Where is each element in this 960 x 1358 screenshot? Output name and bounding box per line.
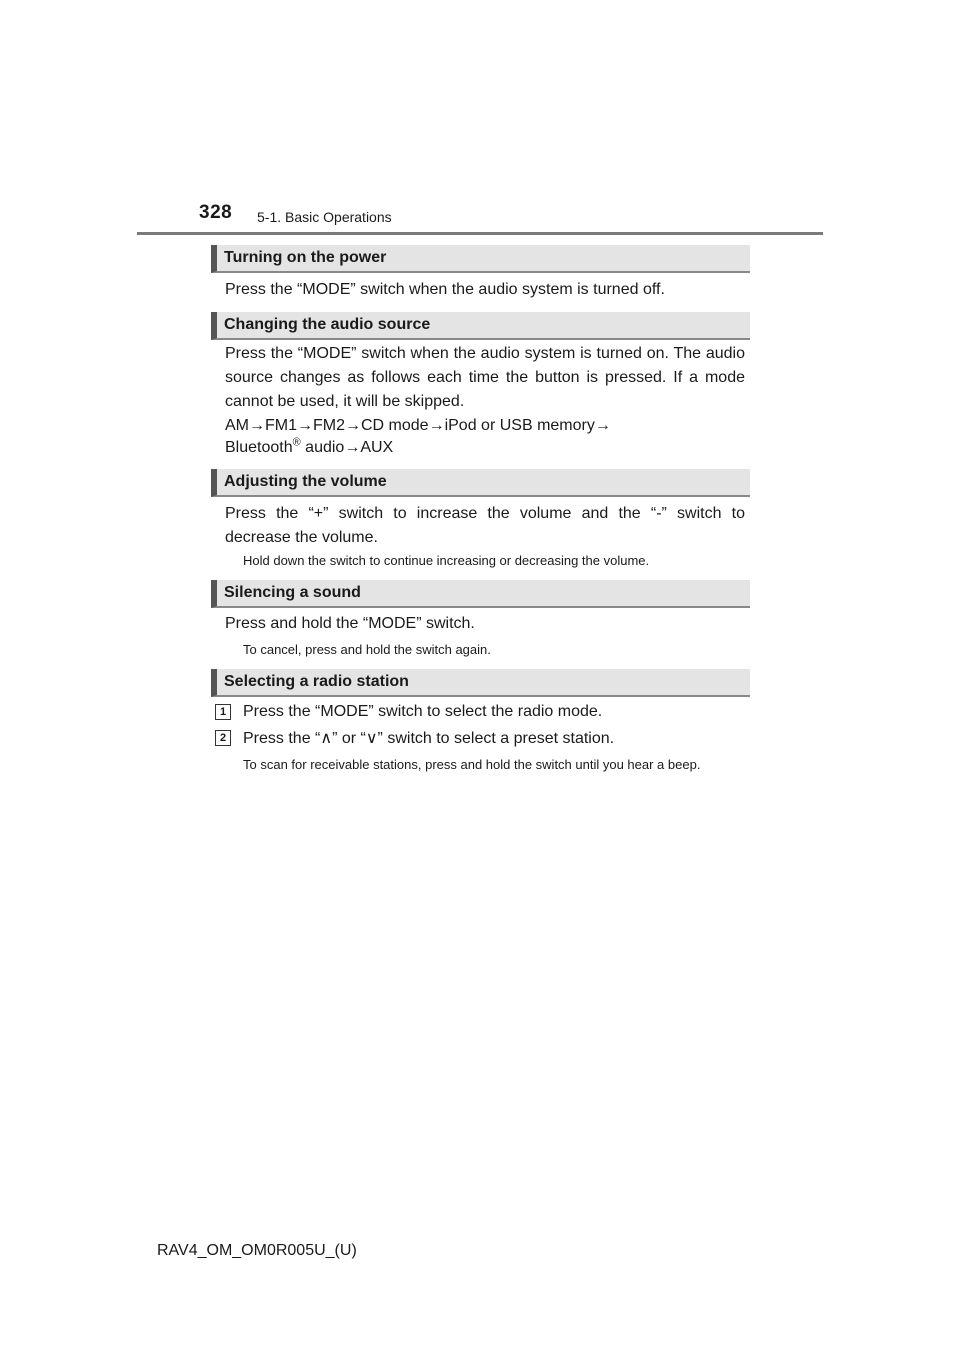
heading-silencing-sound (211, 580, 750, 608)
audio-aux-text: audio→AUX (300, 439, 394, 456)
step-text-2: Press the “∧” or “∨” switch to select a preset station. (243, 730, 615, 747)
source-body: Press the “MODE” switch when the audio system is turned on. The audio source changes as follows each time the button is pressed. If a mode cannot be used, it will be skipped. (225, 345, 745, 410)
heading-turning-on-power (211, 245, 750, 273)
heading-label: Silencing a sound (224, 584, 361, 601)
bluetooth-text: Bluetooth (225, 439, 293, 456)
heading-adjusting-volume (211, 469, 750, 497)
footer-document-id: RAV4_OM_OM0R005U_(U) (157, 1242, 357, 1259)
volume-note: Hold down the switch to continue increasing or decreasing the volume. (243, 553, 650, 568)
power-body: Press the “MODE” switch when the audio system is turned off. (225, 281, 665, 298)
source-sequence-line2 (225, 436, 745, 460)
heading-label: Adjusting the volume (224, 473, 387, 490)
volume-body: Press the “+” switch to increase the volume and the “-” switch to decrease the volume. (225, 505, 745, 546)
silence-body: Press and hold the “MODE” switch. (225, 615, 475, 632)
heading-label: Changing the audio source (224, 316, 431, 333)
step-number-1: 1 (215, 704, 231, 720)
heading-changing-audio-source (211, 312, 750, 340)
radio-note: To scan for receivable stations, press and hold the switch until you hear a beep. (243, 757, 701, 772)
header-rule (137, 232, 823, 235)
heading-label: Selecting a radio station (224, 673, 409, 690)
source-sequence-line1: AM→FM1→FM2→CD mode→iPod or USB memory→ (225, 417, 611, 434)
page-number: 328 (199, 202, 233, 223)
heading-selecting-radio-station (211, 669, 750, 697)
silence-note: To cancel, press and hold the switch again. (243, 642, 491, 657)
section-title: 5-1. Basic Operations (257, 209, 392, 225)
step-text-1: Press the “MODE” switch to select the radio mode. (243, 703, 603, 720)
registered-mark: ® (292, 436, 301, 449)
step-number-2: 2 (215, 730, 231, 746)
heading-label: Turning on the power (224, 249, 387, 266)
